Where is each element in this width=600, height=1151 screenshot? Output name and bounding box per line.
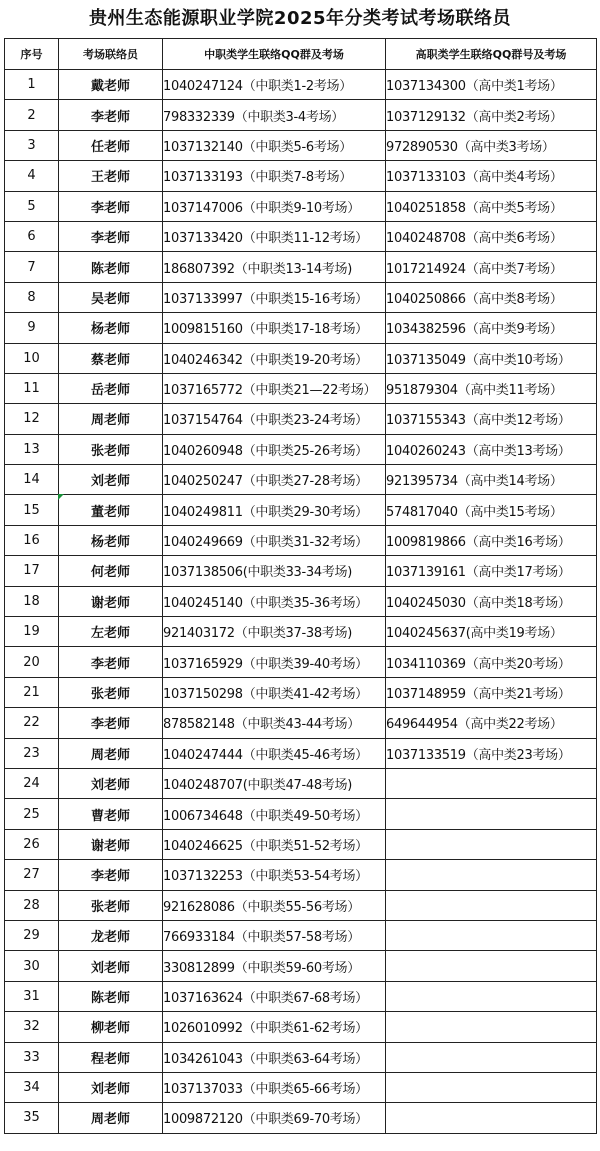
table-row: [5, 100, 597, 130]
gaozhi-qq-cell: 649644954（高中类22考场）: [386, 708, 597, 738]
row-number: 1: [5, 70, 59, 100]
row-number: 34: [5, 1072, 59, 1102]
header-zhongzhi-qq: 中职类学生联络QQ群及考场: [163, 39, 386, 70]
zhongzhi-qq-cell: 1009872120（中职类69-70考场）: [163, 1103, 386, 1133]
document-title: 贵州生态能源职业学院2025年分类考试考场联络员: [88, 8, 512, 29]
table-row: [5, 161, 597, 191]
gaozhi-qq-cell: 574817040（高中类15考场）: [386, 495, 597, 525]
zhongzhi-qq-cell: 1037147006（中职类9-10考场）: [163, 191, 386, 221]
table-row: [5, 768, 597, 798]
table-row: [5, 738, 597, 768]
gaozhi-qq-cell: 951879304（高中类11考场）: [386, 373, 597, 403]
liaison-name: 周老师: [59, 404, 163, 434]
liaison-name: 李老师: [59, 708, 163, 738]
row-number: 31: [5, 981, 59, 1011]
gaozhi-qq-cell: [386, 1042, 597, 1072]
table-row: [5, 799, 597, 829]
table-row: [5, 343, 597, 373]
row-number: 4: [5, 161, 59, 191]
row-number: 9: [5, 313, 59, 343]
zhongzhi-qq-cell: 1034261043（中职类63-64考场）: [163, 1042, 386, 1072]
zhongzhi-qq-cell: 1040260948（中职类25-26考场）: [163, 434, 386, 464]
liaison-name: 岳老师: [59, 373, 163, 403]
liaison-name: 李老师: [59, 100, 163, 130]
liaison-name: 柳老师: [59, 1012, 163, 1042]
zhongzhi-qq-cell: 1040248707(中职类47-48考场): [163, 768, 386, 798]
table-row: [5, 890, 597, 920]
liaison-name: 杨老师: [59, 313, 163, 343]
table-row: [5, 708, 597, 738]
table-row: [5, 981, 597, 1011]
row-number: 22: [5, 708, 59, 738]
header-no: 序号: [5, 39, 59, 70]
row-number: 26: [5, 829, 59, 859]
row-number: 17: [5, 556, 59, 586]
table-row: [5, 313, 597, 343]
gaozhi-qq-cell: [386, 768, 597, 798]
liaison-name: 王老师: [59, 161, 163, 191]
zhongzhi-qq-cell: 1037138506(中职类33-34考场): [163, 556, 386, 586]
liaison-name: 左老师: [59, 617, 163, 647]
liaison-name: 李老师: [59, 860, 163, 890]
row-number: 11: [5, 373, 59, 403]
row-number: 7: [5, 252, 59, 282]
zhongzhi-qq-cell: 1040249811（中职类29-30考场）: [163, 495, 386, 525]
liaison-name: 李老师: [59, 221, 163, 251]
gaozhi-qq-cell: 1017214924（高中类7考场）: [386, 252, 597, 282]
row-number: 14: [5, 465, 59, 495]
liaison-name: 周老师: [59, 1103, 163, 1133]
gaozhi-qq-cell: [386, 981, 597, 1011]
zhongzhi-qq-cell: 1040249669（中职类31-32考场）: [163, 525, 386, 555]
liaison-name: 李老师: [59, 191, 163, 221]
gaozhi-qq-cell: [386, 890, 597, 920]
table-row: [5, 677, 597, 707]
row-number: 32: [5, 1012, 59, 1042]
gaozhi-qq-cell: 1037135049（高中类10考场）: [386, 343, 597, 373]
row-number: 28: [5, 890, 59, 920]
liaison-name: 周老师: [59, 738, 163, 768]
row-number: 27: [5, 860, 59, 890]
liaison-name: 陈老师: [59, 981, 163, 1011]
gaozhi-qq-cell: [386, 860, 597, 890]
gaozhi-qq-cell: 1037155343（高中类12考场）: [386, 404, 597, 434]
liaison-name: 李老师: [59, 647, 163, 677]
gaozhi-qq-cell: 1037148959（高中类21考场）: [386, 677, 597, 707]
row-number: 33: [5, 1042, 59, 1072]
gaozhi-qq-cell: 972890530（高中类3考场）: [386, 130, 597, 160]
table-row: [5, 495, 597, 525]
zhongzhi-qq-cell: 330812899（中职类59-60考场）: [163, 951, 386, 981]
liaison-name: 龙老师: [59, 920, 163, 950]
zhongzhi-qq-cell: 1040246342（中职类19-20考场）: [163, 343, 386, 373]
gaozhi-qq-cell: [386, 951, 597, 981]
liaison-name: 刘老师: [59, 951, 163, 981]
liaison-name: 刘老师: [59, 1072, 163, 1102]
gaozhi-qq-cell: 1040250866（高中类8考场）: [386, 282, 597, 312]
table-row: [5, 1103, 597, 1133]
row-number: 3: [5, 130, 59, 160]
zhongzhi-qq-cell: 921403172（中职类37-38考场): [163, 617, 386, 647]
liaison-name: 刘老师: [59, 768, 163, 798]
table-body: [5, 70, 597, 1134]
gaozhi-qq-cell: 1009819866（高中类16考场）: [386, 525, 597, 555]
row-number: 19: [5, 617, 59, 647]
row-number: 30: [5, 951, 59, 981]
gaozhi-qq-cell: 1040248708（高中类6考场）: [386, 221, 597, 251]
liaison-name: 程老师: [59, 1042, 163, 1072]
gaozhi-qq-cell: 1037139161（高中类17考场）: [386, 556, 597, 586]
zhongzhi-qq-cell: 186807392（中职类13-14考场): [163, 252, 386, 282]
zhongzhi-qq-cell: 1037163624（中职类67-68考场）: [163, 981, 386, 1011]
table-row: [5, 282, 597, 312]
liaison-name: 戴老师: [59, 70, 163, 100]
liaison-name: 谢老师: [59, 829, 163, 859]
liaison-name: 何老师: [59, 556, 163, 586]
liaison-table: [4, 38, 597, 1134]
row-number: 16: [5, 525, 59, 555]
row-number: 10: [5, 343, 59, 373]
header-row: [5, 39, 597, 70]
row-number: 2: [5, 100, 59, 130]
gaozhi-qq-cell: 1040251858（高中类5考场）: [386, 191, 597, 221]
table-row: [5, 951, 597, 981]
header-liaison: 考场联络员: [59, 39, 163, 70]
row-number: 23: [5, 738, 59, 768]
table-row: [5, 586, 597, 616]
zhongzhi-qq-cell: 1037165929（中职类39-40考场）: [163, 647, 386, 677]
table-row: [5, 1012, 597, 1042]
gaozhi-qq-cell: 1040245637(高中类19考场）: [386, 617, 597, 647]
zhongzhi-qq-cell: 1040246625（中职类51-52考场）: [163, 829, 386, 859]
gaozhi-qq-cell: [386, 1012, 597, 1042]
zhongzhi-qq-cell: 878582148（中职类43-44考场）: [163, 708, 386, 738]
zhongzhi-qq-cell: 1037165772（中职类21—22考场）: [163, 373, 386, 403]
row-number: 8: [5, 282, 59, 312]
header-gaozhi-qq: 高职类学生联络QQ群号及考场: [386, 39, 597, 70]
liaison-name: 陈老师: [59, 252, 163, 282]
table-row: [5, 1042, 597, 1072]
zhongzhi-qq-cell: 1040247124（中职类1-2考场）: [163, 70, 386, 100]
gaozhi-qq-cell: 1037129132（高中类2考场）: [386, 100, 597, 130]
row-number: 5: [5, 191, 59, 221]
table-row: [5, 70, 597, 100]
zhongzhi-qq-cell: 1009815160（中职类17-18考场）: [163, 313, 386, 343]
table-row: [5, 404, 597, 434]
zhongzhi-qq-cell: 766933184（中职类57-58考场）: [163, 920, 386, 950]
table-row: [5, 525, 597, 555]
liaison-name: 任老师: [59, 130, 163, 160]
table-row: [5, 191, 597, 221]
row-number: 13: [5, 434, 59, 464]
zhongzhi-qq-cell: 1040247444（中职类45-46考场）: [163, 738, 386, 768]
gaozhi-qq-cell: [386, 799, 597, 829]
gaozhi-qq-cell: 1034382596（高中类9考场）: [386, 313, 597, 343]
table-row: [5, 373, 597, 403]
liaison-name: 蔡老师: [59, 343, 163, 373]
table-row: [5, 465, 597, 495]
liaison-name: 张老师: [59, 434, 163, 464]
gaozhi-qq-cell: 1037133103（高中类4考场）: [386, 161, 597, 191]
gaozhi-qq-cell: 1037134300（高中类1考场）: [386, 70, 597, 100]
liaison-name: 张老师: [59, 890, 163, 920]
row-number: 12: [5, 404, 59, 434]
row-number: 35: [5, 1103, 59, 1133]
liaison-name: 刘老师: [59, 465, 163, 495]
liaison-name: 杨老师: [59, 525, 163, 555]
table-row: [5, 130, 597, 160]
table-row: [5, 860, 597, 890]
gaozhi-qq-cell: 1037133519（高中类23考场）: [386, 738, 597, 768]
liaison-name: 曹老师: [59, 799, 163, 829]
zhongzhi-qq-cell: 798332339（中职类3-4考场）: [163, 100, 386, 130]
zhongzhi-qq-cell: 1026010992（中职类61-62考场）: [163, 1012, 386, 1042]
zhongzhi-qq-cell: 1037133997（中职类15-16考场）: [163, 282, 386, 312]
zhongzhi-qq-cell: 1037133420（中职类11-12考场）: [163, 221, 386, 251]
table-row: [5, 1072, 597, 1102]
gaozhi-qq-cell: 1040245030（高中类18考场）: [386, 586, 597, 616]
row-number: 29: [5, 920, 59, 950]
zhongzhi-qq-cell: 1037154764（中职类23-24考场）: [163, 404, 386, 434]
zhongzhi-qq-cell: 1040250247（中职类27-28考场）: [163, 465, 386, 495]
gaozhi-qq-cell: 921395734（高中类14考场）: [386, 465, 597, 495]
gaozhi-qq-cell: [386, 1072, 597, 1102]
table-row: [5, 647, 597, 677]
gaozhi-qq-cell: [386, 829, 597, 859]
row-number: 24: [5, 768, 59, 798]
zhongzhi-qq-cell: 1037132253（中职类53-54考场）: [163, 860, 386, 890]
row-number: 18: [5, 586, 59, 616]
cell-comment-marker: [58, 494, 64, 500]
table-row: [5, 617, 597, 647]
zhongzhi-qq-cell: 1037137033（中职类65-66考场）: [163, 1072, 386, 1102]
liaison-name: 董老师: [59, 495, 163, 525]
zhongzhi-qq-cell: 1037150298（中职类41-42考场）: [163, 677, 386, 707]
zhongzhi-qq-cell: 1006734648（中职类49-50考场）: [163, 799, 386, 829]
row-number: 15: [5, 495, 59, 525]
row-number: 6: [5, 221, 59, 251]
liaison-name: 谢老师: [59, 586, 163, 616]
gaozhi-qq-cell: [386, 1103, 597, 1133]
liaison-name: 吴老师: [59, 282, 163, 312]
gaozhi-qq-cell: 1034110369（高中类20考场）: [386, 647, 597, 677]
table-row: [5, 556, 597, 586]
row-number: 25: [5, 799, 59, 829]
zhongzhi-qq-cell: 921628086（中职类55-56考场）: [163, 890, 386, 920]
zhongzhi-qq-cell: 1037133193（中职类7-8考场）: [163, 161, 386, 191]
table-row: [5, 434, 597, 464]
gaozhi-qq-cell: 1040260243（高中类13考场）: [386, 434, 597, 464]
row-number: 21: [5, 677, 59, 707]
liaison-name: 张老师: [59, 677, 163, 707]
row-number: 20: [5, 647, 59, 677]
zhongzhi-qq-cell: 1040245140（中职类35-36考场）: [163, 586, 386, 616]
gaozhi-qq-cell: [386, 920, 597, 950]
table-row: [5, 252, 597, 282]
table-row: [5, 920, 597, 950]
zhongzhi-qq-cell: 1037132140（中职类5-6考场）: [163, 130, 386, 160]
table-row: [5, 829, 597, 859]
table-row: [5, 221, 597, 251]
